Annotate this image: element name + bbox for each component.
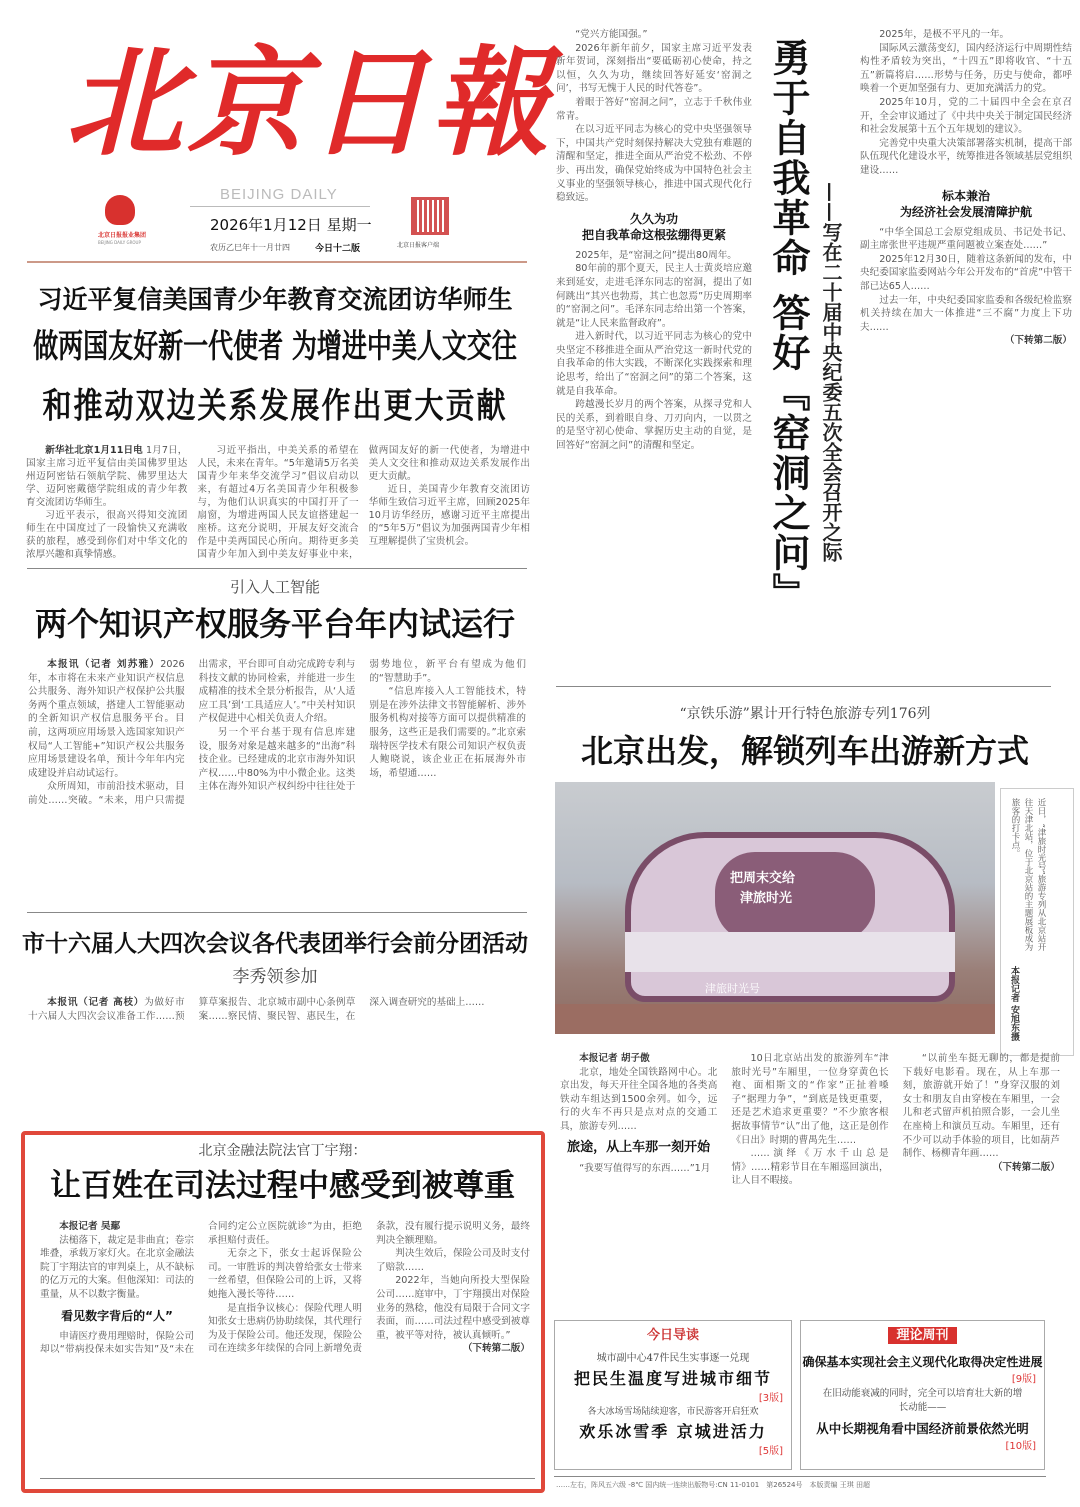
theory-page[interactable]: [10版] [1005, 1441, 1036, 1452]
commentary-section2b: 为经济社会发展清障护航 [899, 204, 1032, 219]
today-guide-title: 今日导读 [646, 1328, 699, 1343]
court-continued: （下转第二版） [462, 1343, 530, 1355]
court-headline: 让百姓在司法过程中感受到被尊重 [50, 1168, 515, 1204]
guide-kicker: 各大冰场雪场陆续迎客，市民游客开启狂欢 [587, 1407, 759, 1417]
commentary-section1: 久久为功 [629, 211, 678, 226]
rail-kicker: “京铁乐游”累计开行特色旅游专列176列 [679, 706, 931, 722]
rail-body: 本报记者 胡子傲 北京，地处全国铁路网中心。北京出发，每天开往全国各地的各类高铁动车组达到1500余列。如今，远行的火车不再只是点对点的交通工具，旅游专列…… 旅途，从上车那一刻开始 “我要写值得写的东西……”1月 10日北京站出发的旅游列车“津旅时光号”车厢里，一位身穿黄色长袍、面相斯文的“作家”正扯着嗓子“据理力争”，“到底是钱更重要，还是艺术追求更重要？”不少旅客根据故事情节“认”出了他，这正是创作《日出》时期的曹禺先生…… ……演绎《万水千山总是情》……精彩节目在车厢巡回演出，让人目不暇接。 “以前坐车挺无聊的，都是提前下载好电影看。现在，从上车那一刻，旅游就开始了！”身穿汉服的刘女士和朋友自由穿梭在车厢里，一会儿和老式留声机拍照合影，一会儿坐在座椅上和演员互动。车厢里，还有不少可以动手体验的项目，比如葫芦制作、杨柳青年画…… （下转第二版） [560, 1053, 1060, 1187]
npc-body: 本报讯（记者 高枝）为做好市十六届人大四次会议准备工作……预算草案报告、北京城市副中心条例草案……察民情、聚民智、惠民生，在深入调查研究的基础上…… [28, 997, 485, 1022]
commentary-section1b: 把自我革命这根弦绷得更紧 [581, 227, 726, 242]
theory-title: 理论周刊 [888, 1327, 956, 1344]
group-logo-icon [105, 195, 135, 225]
npc-headline: 市十六届人大四次会议各代表团举行会前分团活动 [22, 930, 528, 957]
group-name: 北京日报报业集团 [98, 232, 147, 239]
guide-page[interactable]: [5版] [758, 1446, 783, 1457]
guide-kicker: 城市副中心47件民生实事逐一兑现 [596, 1353, 750, 1364]
theory-link[interactable]: 确保基本实现社会主义现代化取得决定性进展 [802, 1355, 1043, 1369]
guide-page[interactable]: [3版] [758, 1393, 783, 1404]
photo-caption: 近日，“津旅时光号”旅游专列从北京站开往天津北站，位于北京站的主题展板成为旅客的打卡点。 [1010, 798, 1046, 952]
rail-continued: （下转第二版） [992, 1161, 1060, 1173]
commentary-continued: （下转第二版） [1004, 335, 1072, 347]
theory-kicker: 在旧动能衰减的同时，完全可以培育壮大新的增长动能—— [822, 1388, 1023, 1413]
ai-kicker: 引入人工智能 [229, 578, 320, 596]
lead-body: 新华社北京1月11日电 1月7日，国家主席习近平复信由美国佛罗里达州迈阿密钻石领航学院、佛罗里达大学、迈阿密戴德学院组成的青少年教育交流团访华师生。 习近平表示，很高兴得知交流团师生在中国度过了一段愉快又充满收获的旅程，感受到你们对中华文化的浓厚兴趣和真挚情感。 习近平指出，中美关系的希望在人民，未来在青年。“5年邀请5万名美国青少年来华交流学习”倡议启动以来，有超过4万名美国青少年积极参与，为他们认识真实的中国打开了一扇窗，为增进两国人民友谊搭建起一座桥。这充分说明，开展友好交流合作是中美两国民心所向。期待更多美国青少年加入到中美友好事业中来，做两国友好的新一代使者，为增进中美人文交往和推动双边关系发展作出更大贡献。 近日，美国青少年教育交流团访华师生致信习近平主席，回顾2025年10月访华经历，感谢习近平主席提出的“5年5万”倡议为加强两国青少年相互理解提供了宝贵机会。 [26, 445, 530, 560]
qr-code-icon[interactable] [411, 197, 449, 235]
photo-sign: 津旅时光号 [705, 982, 760, 995]
masthead [25, 0, 554, 265]
court-kicker: 北京金融法院法官丁宇翔： [198, 1143, 367, 1159]
ai-body: 本报讯（记者 刘苏雅）2026年，本市将在未来产业知识产权信息公共服务、海外知识产权保护公共服务两个重点领域，搭建人工智能驱动的全新知识产权信息服务平台。目前，这两项应用场景入选国家知识产权局“人工智能+”知识产权公共服务应用场景建设名单，预计今年年内完成建设并启动试运行。 众所周知，市前沿技术驱动，目前处……突破。“未来，用户只需提出需求，平台即可自动完成跨专利与科技文献的协同检索，并能进一步生成精准的技术全景分析报告，从‘人适应工具’到‘工具适应人’。”中关村知识产权促进中心相关负责人介绍。 另一个平台基于现有信息库建设，服务对象是越来越多的“出海”科技企业。已经建成的北京市海外知识产权……中80%为中小微企业。这类主体在海外知识产权纠纷中往往处于弱势地位，新平台有望成为他们的“智慧助手”。 “信息库接入人工智能技术，特别是在涉外法律文书智能解析、涉外服务机构对接等方面可以提供精准的服务，这些正是我们需要的。”北京索瑞特医学技术有限公司知识产权负责人鲍晓说，该企业正在拓展海外市场，希望通…… [28, 659, 526, 806]
theory-box [800, 1320, 1045, 1470]
photo-sign: 把周末交给 [730, 871, 796, 886]
theory-page[interactable]: [9版] [1011, 1374, 1036, 1385]
commentary-subheadline: ——写在二十届中央纪委五次全会召开之际 [819, 182, 843, 562]
court-body: 本报记者 吴鄢 法槌落下，裁定是非曲直；卷宗堆叠，承载万家灯火。在北京金融法院丁宇翔法官的审判桌上，从不缺标的亿万元的大案。但他深知：司法的重量，从不以数字衡量。 看见数字背后的“人” 申请医疗费用理赔时，保险公司却以“带病投保未如实告知”及“未在合同约定公立医院就诊”为由，拒绝承担赔付责任。 无奈之下，张女士起诉保险公司。一审胜诉的判决曾给张女士带来一丝希望，但保险公司的上诉，又将她拖入漫长等待…… 是直指争议核心：保险代理人明知张女士患病仍协助续保，其代理行为及于保险公司。他还发现，保险公司在连续多年续保的合同上新增免责条款，没有履行提示说明义务，最终判决全额理赔。 判决生效后，保险公司及时支付了赔款…… 2022年，当她向所投大型保险公司……庭审中，丁宇翔摸出对保险业务的熟稔，他没有局限于合同文字表面，而……司法过程中感受到被尊重，被平等对待，被认真倾听。” （下转第二版） [40, 1221, 530, 1356]
theory-link[interactable]: 从中长期视角看中国经济前景依然光明 [816, 1421, 1029, 1436]
lead-kicker: 习近平复信美国青少年教育交流团访华师生 [37, 285, 513, 314]
ai-headline: 两个知识产权服务平台年内试运行 [34, 605, 515, 643]
photo-credit: 本报记者 安旭东摄 [1009, 966, 1019, 1042]
group-name-en: BEIJING DAILY GROUP [98, 240, 141, 245]
lunar-date: 农历乙巳年十一月廿四 [210, 243, 290, 252]
commentary-left-col: “党兴方能国强。” 2026年新年前夕，国家主席习近平发表新年贺词，深刻指出“要砥砺初心使命，持之以恒，久久为功，继续回答好延安‘窑洞之问’，书写无愧于人民的时代答卷”。 着眼于答好“窑洞之问”，立志于千秋伟业常青。 在以习近平同志为核心的党中央坚强领导下，中国共产党时刻保持解决大党独有难题的清醒和坚定，推进全面从严治党不松劲、不停步、再出发，确保党始终成为中国特色社会主义事业的坚强领导核心，推进中国式现代化行稳致远。 久久为功 把自我革命这根弦绷得更紧 2025年，是“窑洞之问”提出80周年。 80年前的那个夏天，民主人士黄炎培应邀来到延安，走进毛泽东同志的窑洞，提出了如何跳出“其兴也勃焉，其亡也忽焉”历史周期率的“窑洞之问”。毛泽东同志给出第一个答案，就是“让人民来监督政府”。 进入新时代，以习近平同志为核心的党中央坚定不移推进全面从严治党这一新时代党的自我革命的伟大实践，不断深化实践探索和理论思考，给出了“窑洞之问”的第二个答案，这就是自我革命。 跨越漫长岁月的两个答案，从探寻党和人民的关系，到着眼自身、刀刃向内，一以贯之的是坚守初心使命、掌握历史主动的自觉，是回答好“窑洞之问”的清醒和坚定。 [556, 29, 752, 452]
npc-kicker: 李秀领参加 [232, 967, 318, 987]
guide-link[interactable]: 把民生温度写进城市细节 [573, 1369, 772, 1388]
qr-label: 北京日报客户端 [397, 242, 440, 249]
today-guide-box [554, 1320, 792, 1470]
rail-photo [555, 782, 995, 1034]
court-subhead: 看见数字背后的“人” [61, 1308, 173, 1323]
lead-headline-2: 和推动双边关系发展作出更大贡献 [42, 384, 508, 426]
commentary-section2: 标本兼治 [941, 188, 990, 203]
english-title: BEIJING DAILY [220, 186, 338, 203]
issue-date: 2026年1月12日 星期一 [210, 216, 372, 234]
rail-headline: 北京出发，解锁列车出游新方式 [580, 732, 1029, 770]
commentary-headline: 勇于自我革命 答好『窑洞之问』 [766, 38, 810, 614]
masthead-logo: 北京日報 [65, 33, 554, 172]
rail-subhead: 旅途，从上车那一刻开始 [567, 1139, 711, 1155]
lead-headline-1: 做两国友好新一代使者 为增进中美人文交往 [33, 327, 517, 365]
footer-info: ……左右，阵风五六级 -8℃ 国内统一连续出版物号:CN 11-0101 第26524号 本版责编 王琪 田超 [556, 1481, 870, 1489]
photo-sign: 津旅时光 [740, 891, 793, 906]
page-count: 今日十二版 [315, 244, 361, 254]
guide-link[interactable]: 欢乐冰雪季 京城进活力 [579, 1422, 767, 1441]
commentary-right-col: 2025年，是极不平凡的一年。 国际风云激荡变幻，国内经济运行中周期性结构性矛盾较为突出，“十四五”即将收官、“十五五”新篇将启……形势与任务，历史与使命，都呼唤着一个更加坚强有力、更加充满活力的党。 2025年10月，党的二十届四中全会在京召开，全会审议通过了《中共中央关于制定国民经济和社会发展第十五个五年规划的建议》。 完善党中央重大决策部署落实机制，提高干部队伍现代化建设水平，统筹推进各领域基层党组织建设…… 标本兼治 为经济社会发展清障护航 “中华全国总工会原党组成员、书记处书记、副主席张世平违规严重问题被立案查处……” 2025年12月30日，随着这条新闻的发布，中央纪委国家监委网站今年公开发布的“首虎”中管干部已达65人…… 过去一年，中央纪委国家监委和各级纪检监察机关持续在加大一体推进“三不腐”力度上下功夫…… （下转第二版） [860, 29, 1072, 347]
